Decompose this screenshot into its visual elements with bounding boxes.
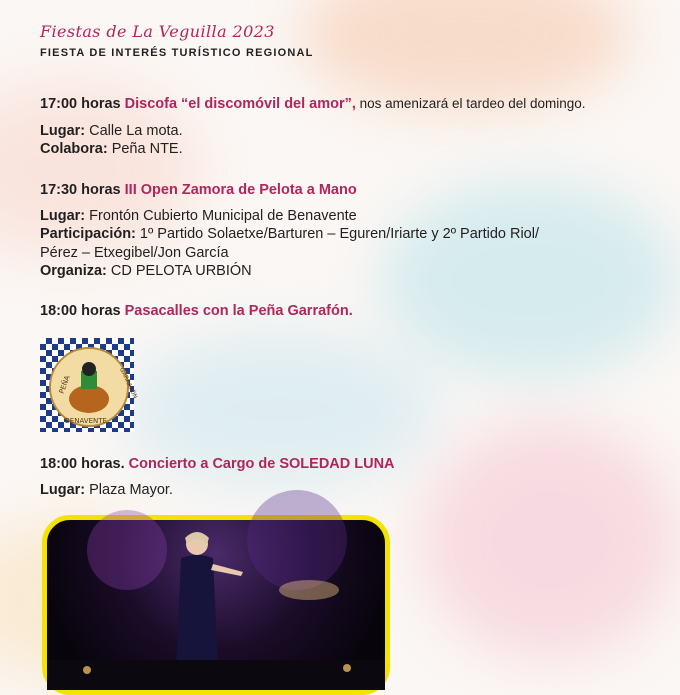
participation-label: Participación:: [40, 226, 136, 242]
logo-text-right: GARRAFÓN: [117, 366, 139, 400]
page-subtitle: FIESTA DE INTERÉS TURÍSTICO REGIONAL: [40, 47, 314, 59]
event-collaborator: [40, 140, 633, 159]
location-label: Lugar:: [40, 207, 86, 224]
logo-emblem: [49, 347, 139, 427]
event-time: 18:00 horas: [40, 303, 121, 319]
logo-text-bottom: BENAVENTE: [65, 417, 107, 425]
event-1-heading: [40, 95, 633, 114]
participation-value-2: Pérez – Etxegibel/Jon García: [40, 244, 229, 261]
location-value: Frontón Cubierto Municipal de Benavente: [85, 207, 357, 224]
event-name: Discofa “el discomóvil del amor”,: [124, 96, 356, 112]
event-location: [40, 481, 633, 500]
page-title: Fiestas de La Veguilla 2023: [40, 22, 275, 41]
singer-illustration: [47, 520, 385, 690]
organizer-value: CD PELOTA URBIÓN: [106, 263, 252, 279]
event-2: [40, 181, 633, 281]
event-4: [40, 455, 633, 499]
participation-value-1: 1º Partido Solaetxe/Barturen – Eguren/Iriarte y 2º Partido Riol/: [135, 226, 539, 242]
event-2-heading: [40, 181, 633, 200]
event-organizer: [40, 262, 633, 281]
event-description: nos amenizará el tardeo del domingo.: [355, 96, 586, 111]
location-value: Plaza Mayor.: [85, 481, 173, 498]
event-1: [40, 95, 633, 159]
collaborator-value: Peña NTE.: [107, 141, 183, 157]
event-name: III Open Zamora de Pelota a Mano: [124, 182, 357, 198]
location-label: Lugar:: [40, 122, 86, 139]
event-location: [40, 122, 633, 141]
pena-garrafon-logo: [40, 338, 139, 432]
event-3-heading: [40, 302, 633, 321]
event-participation: [40, 225, 633, 244]
garrafon-jug-icon: [51, 349, 139, 425]
location-label: Lugar:: [40, 481, 86, 498]
concert-singer-photo: [42, 515, 390, 695]
event-time: 17:00 horas: [40, 96, 121, 112]
event-3: [40, 302, 633, 321]
logo-text-left: PEÑA: [57, 374, 72, 395]
location-value: Calle La mota.: [85, 122, 183, 139]
event-location: [40, 207, 633, 226]
event-4-heading: [40, 455, 633, 474]
event-time: 18:00 horas.: [40, 456, 125, 472]
event-time: 17:30 horas: [40, 182, 121, 198]
collaborator-label: Colabora:: [40, 141, 108, 157]
organizer-label: Organiza:: [40, 263, 107, 279]
event-name: Concierto a Cargo de SOLEDAD LUNA: [128, 456, 395, 472]
event-name: Pasacalles con la Peña Garrafón.: [124, 303, 353, 319]
